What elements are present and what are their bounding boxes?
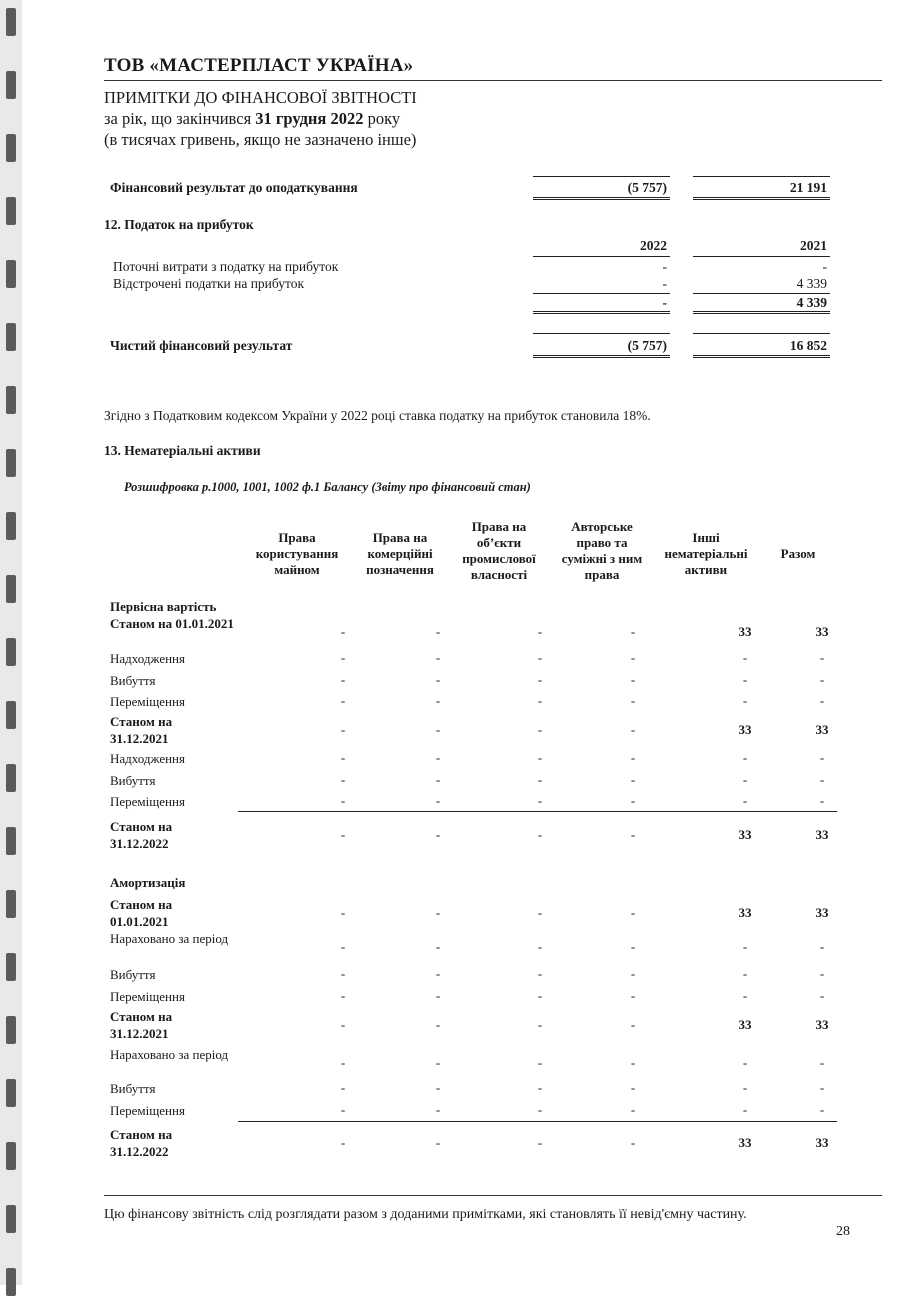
- tax-row-2021: 4 339: [796, 276, 827, 291]
- table-row-label: Станом на 31.12.2021: [110, 1009, 173, 1041]
- table-cell: -: [537, 793, 543, 808]
- table-cell: -: [630, 1017, 636, 1032]
- pretax-top-rule-2022: [533, 176, 670, 177]
- col-2022: 2022: [640, 238, 667, 253]
- table-cell: -: [435, 939, 441, 954]
- table-cell: -: [435, 722, 441, 737]
- pretax-top-rule-2021: [693, 176, 830, 177]
- table-cell: -: [340, 939, 346, 954]
- table-cell: 33: [815, 624, 829, 639]
- tax-row-label: Відстрочені податки на прибуток: [113, 276, 305, 291]
- col-2021: 2021: [800, 238, 827, 253]
- table-cell: -: [630, 1080, 636, 1095]
- pretax-label: Фінансовий результат до оподаткування: [110, 180, 358, 195]
- table-cell: -: [742, 988, 748, 1003]
- table-cell: -: [340, 722, 346, 737]
- col-total: Разом: [780, 546, 816, 561]
- table-cell: -: [742, 1080, 748, 1095]
- table-cell: 33: [738, 722, 752, 737]
- table-cell: -: [630, 966, 636, 981]
- table-cell: -: [819, 1055, 825, 1070]
- tax-total-2022: -: [662, 295, 667, 310]
- tax-total-2021: 4 339: [796, 295, 827, 310]
- binding-ring: [6, 386, 16, 414]
- table-row-label: Надходження: [110, 651, 185, 666]
- table-cell: -: [742, 966, 748, 981]
- table-cell: -: [340, 672, 346, 687]
- table-cell: -: [630, 939, 636, 954]
- table-cell: -: [435, 1102, 441, 1117]
- table-cell: -: [435, 1080, 441, 1095]
- binding-strip: [0, 0, 22, 1285]
- table-cell: -: [537, 1055, 543, 1070]
- table-cell: -: [742, 939, 748, 954]
- pretax-2021: 21 191: [789, 180, 827, 195]
- pretax-2022: (5 757): [627, 180, 667, 195]
- table-cell: -: [435, 624, 441, 639]
- period-suffix: року: [363, 109, 401, 128]
- table-row-label: Станом на 31.12.2021: [110, 714, 173, 746]
- table-cell: -: [630, 793, 636, 808]
- table-row-label: Вибуття: [110, 673, 156, 688]
- col-industrial-property: Права на об’єкти промислової власності: [462, 519, 536, 582]
- subtotal-rule-cost: [238, 811, 837, 812]
- net-double-rule-2022: [533, 355, 670, 358]
- table-cell: -: [435, 672, 441, 687]
- table-cell: -: [819, 693, 825, 708]
- binding-ring: [6, 638, 16, 666]
- table-cell: -: [630, 827, 636, 842]
- table-cell: -: [435, 1135, 441, 1150]
- table-row-label: Первісна вартість Станом на 01.01.2021: [110, 599, 234, 631]
- binding-ring: [6, 1268, 16, 1296]
- units-note: (в тисячах гривень, якщо не зазначено інше): [104, 130, 417, 149]
- table-row-label: Надходження: [110, 751, 185, 766]
- table-cell: -: [435, 750, 441, 765]
- table-cell: -: [630, 1102, 636, 1117]
- tax-total-double-rule-2021: [693, 311, 830, 314]
- binding-ring: [6, 1079, 16, 1107]
- table-cell: 33: [815, 827, 829, 842]
- table-cell: -: [742, 1055, 748, 1070]
- tax-row-2022: -: [662, 259, 667, 274]
- binding-ring: [6, 8, 16, 36]
- binding-ring: [6, 953, 16, 981]
- table-cell: -: [537, 650, 543, 665]
- table-cell: -: [435, 1055, 441, 1070]
- table-cell: -: [537, 750, 543, 765]
- binding-ring: [6, 323, 16, 351]
- binding-ring: [6, 71, 16, 99]
- table-cell: -: [630, 750, 636, 765]
- table-cell: -: [537, 988, 543, 1003]
- binding-ring: [6, 890, 16, 918]
- period-prefix: за рік, що закінчився: [104, 109, 256, 128]
- table-cell: -: [630, 772, 636, 787]
- table-row-label: Станом на 31.12.2022: [110, 819, 173, 851]
- net-2022: (5 757): [627, 338, 667, 353]
- pretax-double-rule-2022: [533, 197, 670, 200]
- table-cell: -: [340, 793, 346, 808]
- table-cell: -: [630, 988, 636, 1003]
- table-cell: -: [819, 750, 825, 765]
- table-cell: -: [435, 1017, 441, 1032]
- col-other-intangibles: Інші нематеріальні активи: [664, 530, 748, 577]
- binding-ring: [6, 512, 16, 540]
- col-header-rule-2021: [693, 256, 830, 257]
- table-cell: -: [435, 693, 441, 708]
- table-cell: -: [435, 988, 441, 1003]
- table-row-label: Переміщення: [110, 794, 185, 809]
- table-cell: -: [537, 1017, 543, 1032]
- section12-heading: 12. Податок на прибуток: [104, 217, 254, 232]
- table-cell: -: [435, 650, 441, 665]
- binding-ring: [6, 134, 16, 162]
- table-row-label: Переміщення: [110, 989, 185, 1004]
- pretax-double-rule-2021: [693, 197, 830, 200]
- table-cell: -: [340, 1017, 346, 1032]
- table-cell: -: [537, 1102, 543, 1117]
- tax-total-double-rule-2022: [533, 311, 670, 314]
- table-cell: -: [435, 827, 441, 842]
- binding-ring: [6, 1142, 16, 1170]
- table-cell: 33: [738, 624, 752, 639]
- binding-ring: [6, 1016, 16, 1044]
- table-cell: -: [742, 1102, 748, 1117]
- table-cell: 33: [815, 1135, 829, 1150]
- section13-subtitle: Розшифровка р.1000, 1001, 1002 ф.1 Балансу (Звіту про фінансовий стан): [124, 480, 531, 494]
- table-cell: -: [537, 905, 543, 920]
- tax-row-2021: -: [822, 259, 827, 274]
- table-cell: -: [340, 966, 346, 981]
- table-cell: -: [340, 1080, 346, 1095]
- page-number: 28: [836, 1224, 850, 1239]
- net-2021: 16 852: [789, 338, 827, 353]
- table-cell: 33: [738, 827, 752, 842]
- table-cell: -: [630, 905, 636, 920]
- table-cell: -: [537, 827, 543, 842]
- table-cell: -: [537, 693, 543, 708]
- binding-ring: [6, 1205, 16, 1233]
- table-cell: -: [537, 1080, 543, 1095]
- table-cell: -: [537, 722, 543, 737]
- table-cell: -: [819, 772, 825, 787]
- table-cell: -: [742, 793, 748, 808]
- binding-ring: [6, 260, 16, 288]
- table-row-label: Переміщення: [110, 1103, 185, 1118]
- table-cell: -: [435, 966, 441, 981]
- table-cell: -: [742, 772, 748, 787]
- header-divider: [104, 80, 882, 81]
- table-cell: -: [340, 988, 346, 1003]
- net-top-rule-2021: [693, 333, 830, 334]
- table-cell: -: [819, 988, 825, 1003]
- table-row-label: Амортизація: [110, 875, 186, 890]
- table-cell: -: [630, 722, 636, 737]
- table-cell: -: [630, 1135, 636, 1150]
- table-cell: 33: [815, 1017, 829, 1032]
- table-cell: -: [340, 1055, 346, 1070]
- table-row-label: Станом на 01.01.2021: [110, 897, 173, 929]
- col-copyright: Авторське право та суміжні з ним права: [561, 519, 643, 582]
- table-cell: -: [819, 1102, 825, 1117]
- table-cell: 33: [815, 905, 829, 920]
- table-cell: -: [819, 966, 825, 981]
- section13-heading: 13. Нематеріальні активи: [104, 443, 261, 458]
- footer-note: Цю фінансову звітність слід розглядати разом з доданими примітками, які становлять її невід'ємну частину.: [104, 1207, 747, 1222]
- table-cell: -: [340, 1135, 346, 1150]
- period-date: 31 грудня 2022: [255, 109, 364, 128]
- table-cell: -: [630, 672, 636, 687]
- col-usage-rights: Права користування майном: [255, 530, 339, 577]
- table-cell: -: [537, 939, 543, 954]
- table-cell: -: [819, 939, 825, 954]
- col-header-rule-2022: [533, 256, 670, 257]
- table-cell: -: [742, 650, 748, 665]
- table-cell: -: [340, 905, 346, 920]
- table-cell: 33: [738, 905, 752, 920]
- table-cell: -: [340, 1102, 346, 1117]
- tax-row-label: Поточні витрати з податку на прибуток: [113, 259, 339, 274]
- table-cell: -: [340, 624, 346, 639]
- page-title: ПРИМІТКИ ДО ФІНАНСОВОЇ ЗВІТНОСТІ: [104, 88, 417, 107]
- binding-ring: [6, 764, 16, 792]
- table-cell: -: [630, 624, 636, 639]
- table-cell: -: [340, 772, 346, 787]
- table-cell: -: [340, 693, 346, 708]
- footer-divider: [104, 1195, 882, 1196]
- table-cell: -: [435, 793, 441, 808]
- table-cell: -: [819, 793, 825, 808]
- table-cell: 33: [738, 1135, 752, 1150]
- table-cell: -: [742, 693, 748, 708]
- table-cell: -: [435, 905, 441, 920]
- table-cell: -: [819, 672, 825, 687]
- table-cell: -: [340, 750, 346, 765]
- table-cell: -: [340, 650, 346, 665]
- subtotal-rule-amortization: [238, 1121, 837, 1122]
- binding-ring: [6, 701, 16, 729]
- table-cell: -: [630, 650, 636, 665]
- table-cell: -: [630, 693, 636, 708]
- table-cell: -: [537, 672, 543, 687]
- table-row-label: Станом на 31.12.2022: [110, 1127, 173, 1159]
- table-cell: -: [537, 966, 543, 981]
- table-row-label: Вибуття: [110, 1081, 156, 1096]
- period-line: [104, 109, 400, 129]
- company-name: ТОВ «МАСТЕРПЛАСТ УКРАЇНА»: [104, 55, 414, 76]
- tax-subtotal-rule-2021: [693, 293, 830, 294]
- table-row-label: Вибуття: [110, 967, 156, 982]
- net-label: Чистий фінансовий результат: [110, 338, 293, 353]
- tax-row-2022: -: [662, 276, 667, 291]
- table-row-label: Нараховано за період: [110, 1047, 229, 1062]
- table-cell: -: [537, 624, 543, 639]
- tax-subtotal-rule-2022: [533, 293, 670, 294]
- net-top-rule-2022: [533, 333, 670, 334]
- table-cell: 33: [738, 1017, 752, 1032]
- table-cell: -: [537, 772, 543, 787]
- binding-ring: [6, 449, 16, 477]
- binding-ring: [6, 827, 16, 855]
- table-cell: -: [340, 827, 346, 842]
- table-cell: -: [742, 750, 748, 765]
- table-cell: 33: [815, 722, 829, 737]
- table-cell: -: [819, 1080, 825, 1095]
- table-cell: -: [742, 672, 748, 687]
- table-row-label: Вибуття: [110, 773, 156, 788]
- table-row-label: Нараховано за період: [110, 931, 229, 946]
- binding-ring: [6, 575, 16, 603]
- table-cell: -: [537, 1135, 543, 1150]
- tax-rate-note: Згідно з Податковим кодексом України у 2022 році ставка податку на прибуток становила 18%.: [104, 408, 651, 423]
- col-trademark-rights: Права на комерційні позначення: [366, 530, 434, 577]
- net-double-rule-2021: [693, 355, 830, 358]
- table-cell: -: [435, 772, 441, 787]
- table-row-label: Переміщення: [110, 694, 185, 709]
- table-cell: -: [630, 1055, 636, 1070]
- binding-ring: [6, 197, 16, 225]
- table-cell: -: [819, 650, 825, 665]
